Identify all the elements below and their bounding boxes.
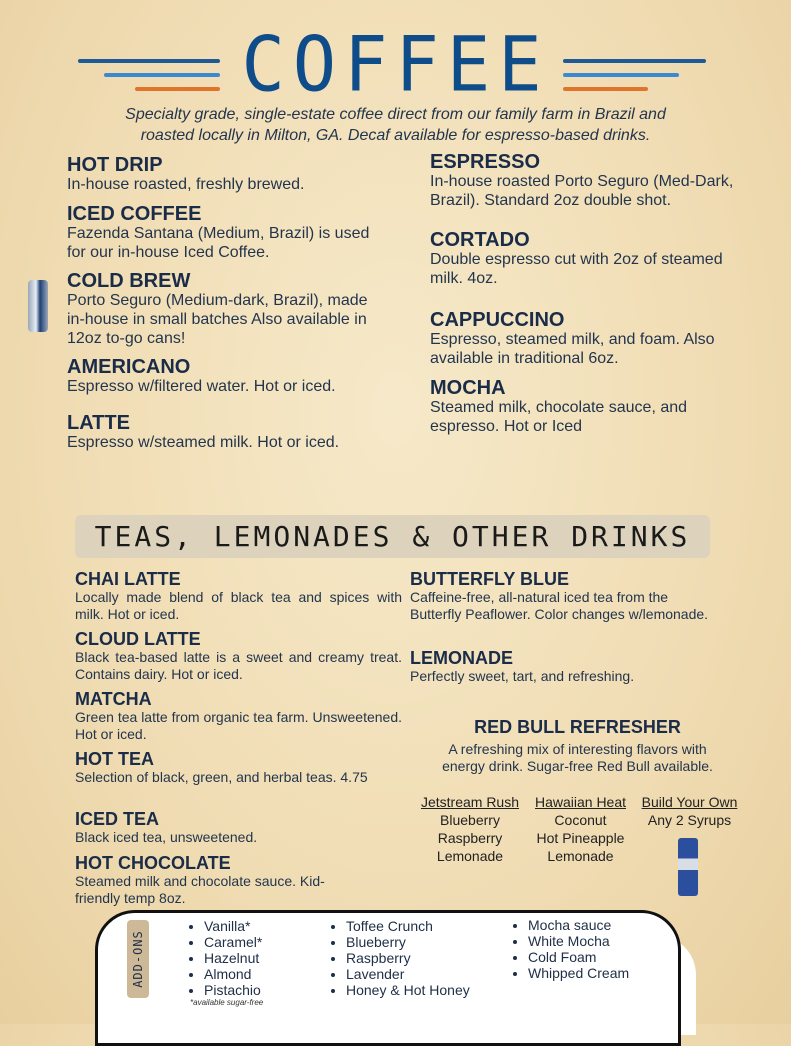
item-desc: In-house roasted, freshly brewed. [67,176,305,193]
item-desc: Black iced tea, unsweetened. [75,829,258,845]
item-desc: In-house roasted Porto Seguro (Med-Dark, Brazil). Standard 2oz double shot. [430,173,734,209]
item-desc: Black tea-based latte is a sweet and creamy treat. Contains dairy. Hot or iced. [75,649,402,682]
addon-item: • Honey & Hot Honey [346,982,470,998]
addons-label-text: ADD-ONS [131,930,145,988]
item-name: CAPPUCCINO [430,309,565,331]
item-name: MATCHA [75,689,152,709]
addon-item: • Caramel* [204,934,262,950]
addon-item: • Raspberry [346,950,470,966]
subtitle-line: roasted locally in Milton, GA. Decaf available for espresso-based drinks. [140,127,651,144]
menu-item [75,810,402,846]
item-desc: Espresso w/filtered water. Hot or iced. [67,378,336,395]
item-name: HOT TEA [75,749,154,769]
item-name: BUTTERFLY BLUE [410,569,570,589]
desc-line: energy drink. Sugar-free Red Bull available. [442,758,713,774]
menu-item [410,649,720,685]
menu-item [410,570,720,623]
cold-brew-can-icon [28,280,48,332]
addons-list [330,918,470,998]
menu-item [67,271,385,348]
item-name: ICED COFFEE [67,203,202,225]
addons-list [512,917,629,981]
menu-item [75,630,402,683]
item-name: COLD BREW [67,270,191,292]
menu-item [75,570,402,623]
item-name: LATTE [67,412,130,434]
desc-line: A refreshing mix of interesting flavors with [448,741,707,757]
item-desc: Selection of black, green, and herbal teas. 4.75 [75,769,368,785]
addons-note: *available sugar-free [190,998,264,1007]
item-name: HOT CHOCOLATE [75,853,231,873]
menu-item [75,690,402,743]
option-line: Hot Pineapple [536,830,625,846]
addons-list [188,918,262,998]
item-desc: Double espresso cut with 2oz of steamed milk. 4oz. [430,251,723,287]
item-name: HOT DRIP [67,154,163,176]
option-line: Raspberry [437,830,503,846]
redbull-title: RED BULL REFRESHER [474,717,681,737]
redbull-option [636,793,743,829]
option-line: Coconut [554,812,607,828]
addon-item: • White Mocha [528,933,629,949]
item-desc: Steamed milk and chocolate sauce. Kid-friendly temp 8oz. [75,873,325,906]
item-desc: Locally made blend of black tea and spices with milk. Hot or iced. [75,589,402,622]
menu-item [67,204,377,262]
addon-item: • Toffee Crunch [346,918,470,934]
item-desc: Steamed milk, chocolate sauce, and espresso. Hot or Iced [430,399,688,435]
option-line: Lemonade [436,848,504,864]
addon-item: • Almond [204,966,262,982]
addon-item: • Whipped Cream [528,965,629,981]
coffee-title: COFFEE [241,19,550,109]
addon-item: • Blueberry [346,934,470,950]
option-line: Lemonade [547,848,614,864]
menu-item [430,310,740,368]
menu-item [67,357,397,396]
option-name: Hawaiian Heat [534,794,627,810]
option-line: Any 2 Syrups [647,812,732,828]
item-desc: Espresso w/steamed milk. Hot or iced. [67,434,340,451]
item-name: ESPRESSO [430,151,541,173]
menu-item [75,750,402,786]
addon-item: • Cold Foam [528,949,629,965]
menu-item [430,230,730,288]
item-name: AMERICANO [67,356,191,378]
addon-item: • Pistachio [204,982,262,998]
item-name: CLOUD LATTE [75,629,201,649]
redbull-option [529,793,632,865]
coffee-subtitle [40,104,751,146]
item-desc: Caffeine-free, all-natural iced tea from the Butterfly Peaflower. Color changes w/lemonade. [410,589,709,622]
item-name: ICED TEA [75,809,160,829]
item-desc: Porto Seguro (Medium-dark, Brazil), made in-house in small batches Also available in 12oz to-go cans! [67,292,368,347]
teas-title: TEAS, LEMONADES & OTHER DRINKS [75,515,710,558]
menu-item [67,413,397,452]
item-desc: Green tea latte from organic tea farm. Unsweetened. Hot or iced. [75,709,402,742]
addon-item: • Vanilla* [204,918,262,934]
item-desc: Perfectly sweet, tart, and refreshing. [410,668,635,684]
option-name: Jetstream Rush [420,794,520,810]
redbull-option [414,793,526,865]
redbull-desc [410,741,745,775]
item-desc: Fazenda Santana (Medium, Brazil) is used for our in-house Iced Coffee. [67,225,370,261]
menu-item [430,378,740,436]
addon-item: • Lavender [346,966,470,982]
menu-item [75,854,345,907]
subtitle-line: Specialty grade, single-estate coffee direct from our family farm in Brazil and [125,106,666,123]
addons-label [127,920,149,998]
item-name: LEMONADE [410,648,513,668]
item-desc: Espresso, steamed milk, and foam. Also available in traditional 6oz. [430,331,715,367]
addon-item: • Mocha sauce [528,917,629,933]
item-name: CHAI LATTE [75,569,181,589]
redbull-can-icon [678,838,698,896]
option-line: Blueberry [440,812,500,828]
addon-item: • Hazelnut [204,950,262,966]
menu-item [67,155,377,194]
item-name: CORTADO [430,229,530,251]
option-name: Build Your Own [641,794,738,810]
item-name: MOCHA [430,377,506,399]
menu-item [430,152,765,210]
